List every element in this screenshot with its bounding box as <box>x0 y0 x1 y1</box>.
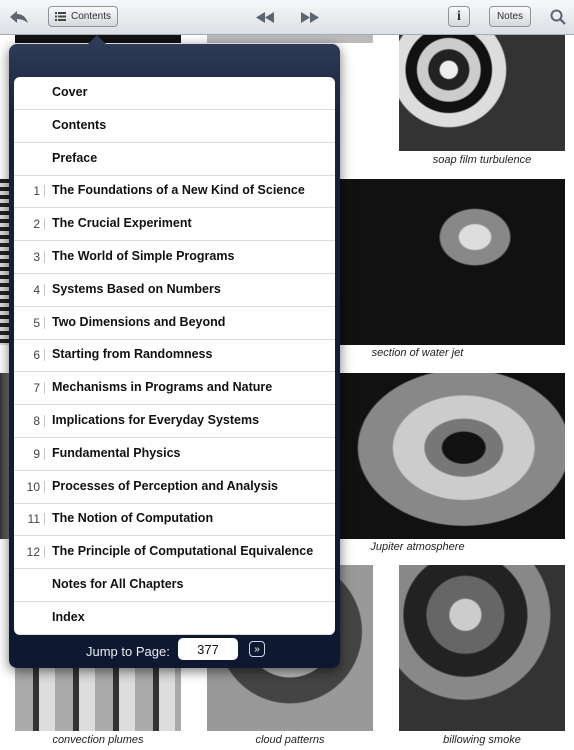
toc-item[interactable] <box>14 372 335 405</box>
image-top-middle <box>207 35 373 43</box>
toc-item-number: 7 <box>33 381 40 396</box>
toc-item[interactable] <box>14 405 335 438</box>
list-icon <box>55 12 66 21</box>
toc-item-number: 11 <box>27 512 40 527</box>
image-soap-film <box>399 35 565 151</box>
toc-item-divider <box>44 546 45 558</box>
toc-item[interactable] <box>14 536 335 569</box>
toc-item-number: 3 <box>33 250 40 264</box>
toc-item-label: Processes of Perception and Analysis <box>52 478 279 493</box>
toc-item-number: 12 <box>26 545 40 560</box>
toc-item[interactable] <box>14 602 335 635</box>
toc-list <box>14 77 335 635</box>
toc-item-number: 6 <box>33 348 40 363</box>
toc-item-label: Index <box>52 609 85 624</box>
toc-item-divider <box>44 349 45 361</box>
toc-item-divider <box>44 284 45 296</box>
toc-item-label: The Foundations of a New Kind of Science <box>52 183 305 198</box>
toc-item-label: Notes for All Chapters <box>52 577 184 591</box>
jump-go-button[interactable] <box>249 641 265 657</box>
toc-item[interactable] <box>14 569 335 602</box>
toc-item-label: Preface <box>52 150 98 165</box>
search-icon[interactable] <box>548 5 568 29</box>
fast-forward-icon[interactable] <box>300 5 320 29</box>
image-billowing-smoke <box>399 565 565 731</box>
back-arrow-icon[interactable] <box>8 5 30 29</box>
toc-item-divider <box>44 481 45 493</box>
info-icon: i <box>457 8 461 24</box>
toc-item-number: 2 <box>33 217 40 232</box>
toc-item[interactable] <box>14 339 335 372</box>
rewind-icon[interactable] <box>255 5 275 29</box>
toc-item[interactable] <box>14 307 335 340</box>
toc-item[interactable] <box>14 274 335 307</box>
toc-item-number: 9 <box>33 446 40 461</box>
toc-item-label: Contents <box>52 117 107 132</box>
toc-item-divider <box>44 513 45 525</box>
toc-item[interactable] <box>14 208 335 241</box>
toc-item-label: Systems Based on Numbers <box>52 281 221 296</box>
image-water-jet <box>340 179 565 345</box>
jump-page-input[interactable] <box>178 638 238 660</box>
double-chevron-right-icon: » <box>254 643 260 655</box>
toolbar <box>0 0 574 35</box>
toc-item[interactable] <box>14 438 335 471</box>
toc-item-divider <box>44 382 45 394</box>
jump-to-page <box>9 637 340 667</box>
toc-item[interactable] <box>14 143 335 176</box>
caption-soap-film: soap film turbulence <box>432 154 532 166</box>
toc-item-number: 8 <box>33 414 40 428</box>
toc-item-label: Two Dimensions and Beyond <box>52 314 226 329</box>
caption-billowing-smoke: billowing smoke <box>443 734 521 746</box>
toc-item-label: The Notion of Computation <box>52 511 214 526</box>
toc-item-label: Cover <box>52 85 88 99</box>
toc-item[interactable] <box>14 77 335 110</box>
info-button[interactable] <box>448 6 470 27</box>
toc-item[interactable] <box>14 175 335 208</box>
caption-jupiter: Jupiter atmosphere <box>370 541 465 553</box>
toc-item-divider <box>44 415 45 427</box>
toc-item[interactable] <box>14 110 335 143</box>
notes-label: Notes <box>496 11 524 22</box>
toc-item-divider <box>44 185 45 197</box>
image-convection-plumes <box>15 668 181 731</box>
notes-button[interactable] <box>489 6 531 27</box>
toc-item-label: The Crucial Experiment <box>52 216 192 231</box>
toc-item-label: Fundamental Physics <box>52 445 181 460</box>
toc-item[interactable] <box>14 471 335 504</box>
toc-item-divider <box>44 251 45 263</box>
contents-button[interactable] <box>48 6 118 27</box>
toc-item-label: The Principle of Computational Equivalence <box>52 544 314 559</box>
toc-item-label: The World of Simple Programs <box>52 249 235 263</box>
toc-item-divider <box>44 448 45 460</box>
toc-item[interactable] <box>14 503 335 536</box>
toc-item-divider <box>44 218 45 230</box>
contents-label: Contents <box>70 11 112 22</box>
toc-item-number: 4 <box>33 282 40 297</box>
toc-item-label: Mechanisms in Programs and Nature <box>52 380 273 395</box>
toc-item-label: Implications for Everyday Systems <box>52 413 260 427</box>
jump-label: Jump to Page: <box>86 644 170 659</box>
toc-item[interactable] <box>14 241 335 274</box>
toc-item-divider <box>44 317 45 329</box>
caption-water-jet: section of water jet <box>371 347 464 359</box>
toc-item-number: 10 <box>26 479 40 494</box>
image-jupiter <box>340 373 565 539</box>
toc-item-label: Starting from Randomness <box>52 347 213 362</box>
toc-item-number: 1 <box>33 184 40 199</box>
toc-item-number: 5 <box>33 315 40 330</box>
caption-cloud-patterns: cloud patterns <box>255 734 325 746</box>
caption-convection-plumes: convection plumes <box>52 734 144 746</box>
contents-popover <box>9 44 340 668</box>
popover-pointer <box>87 35 107 45</box>
